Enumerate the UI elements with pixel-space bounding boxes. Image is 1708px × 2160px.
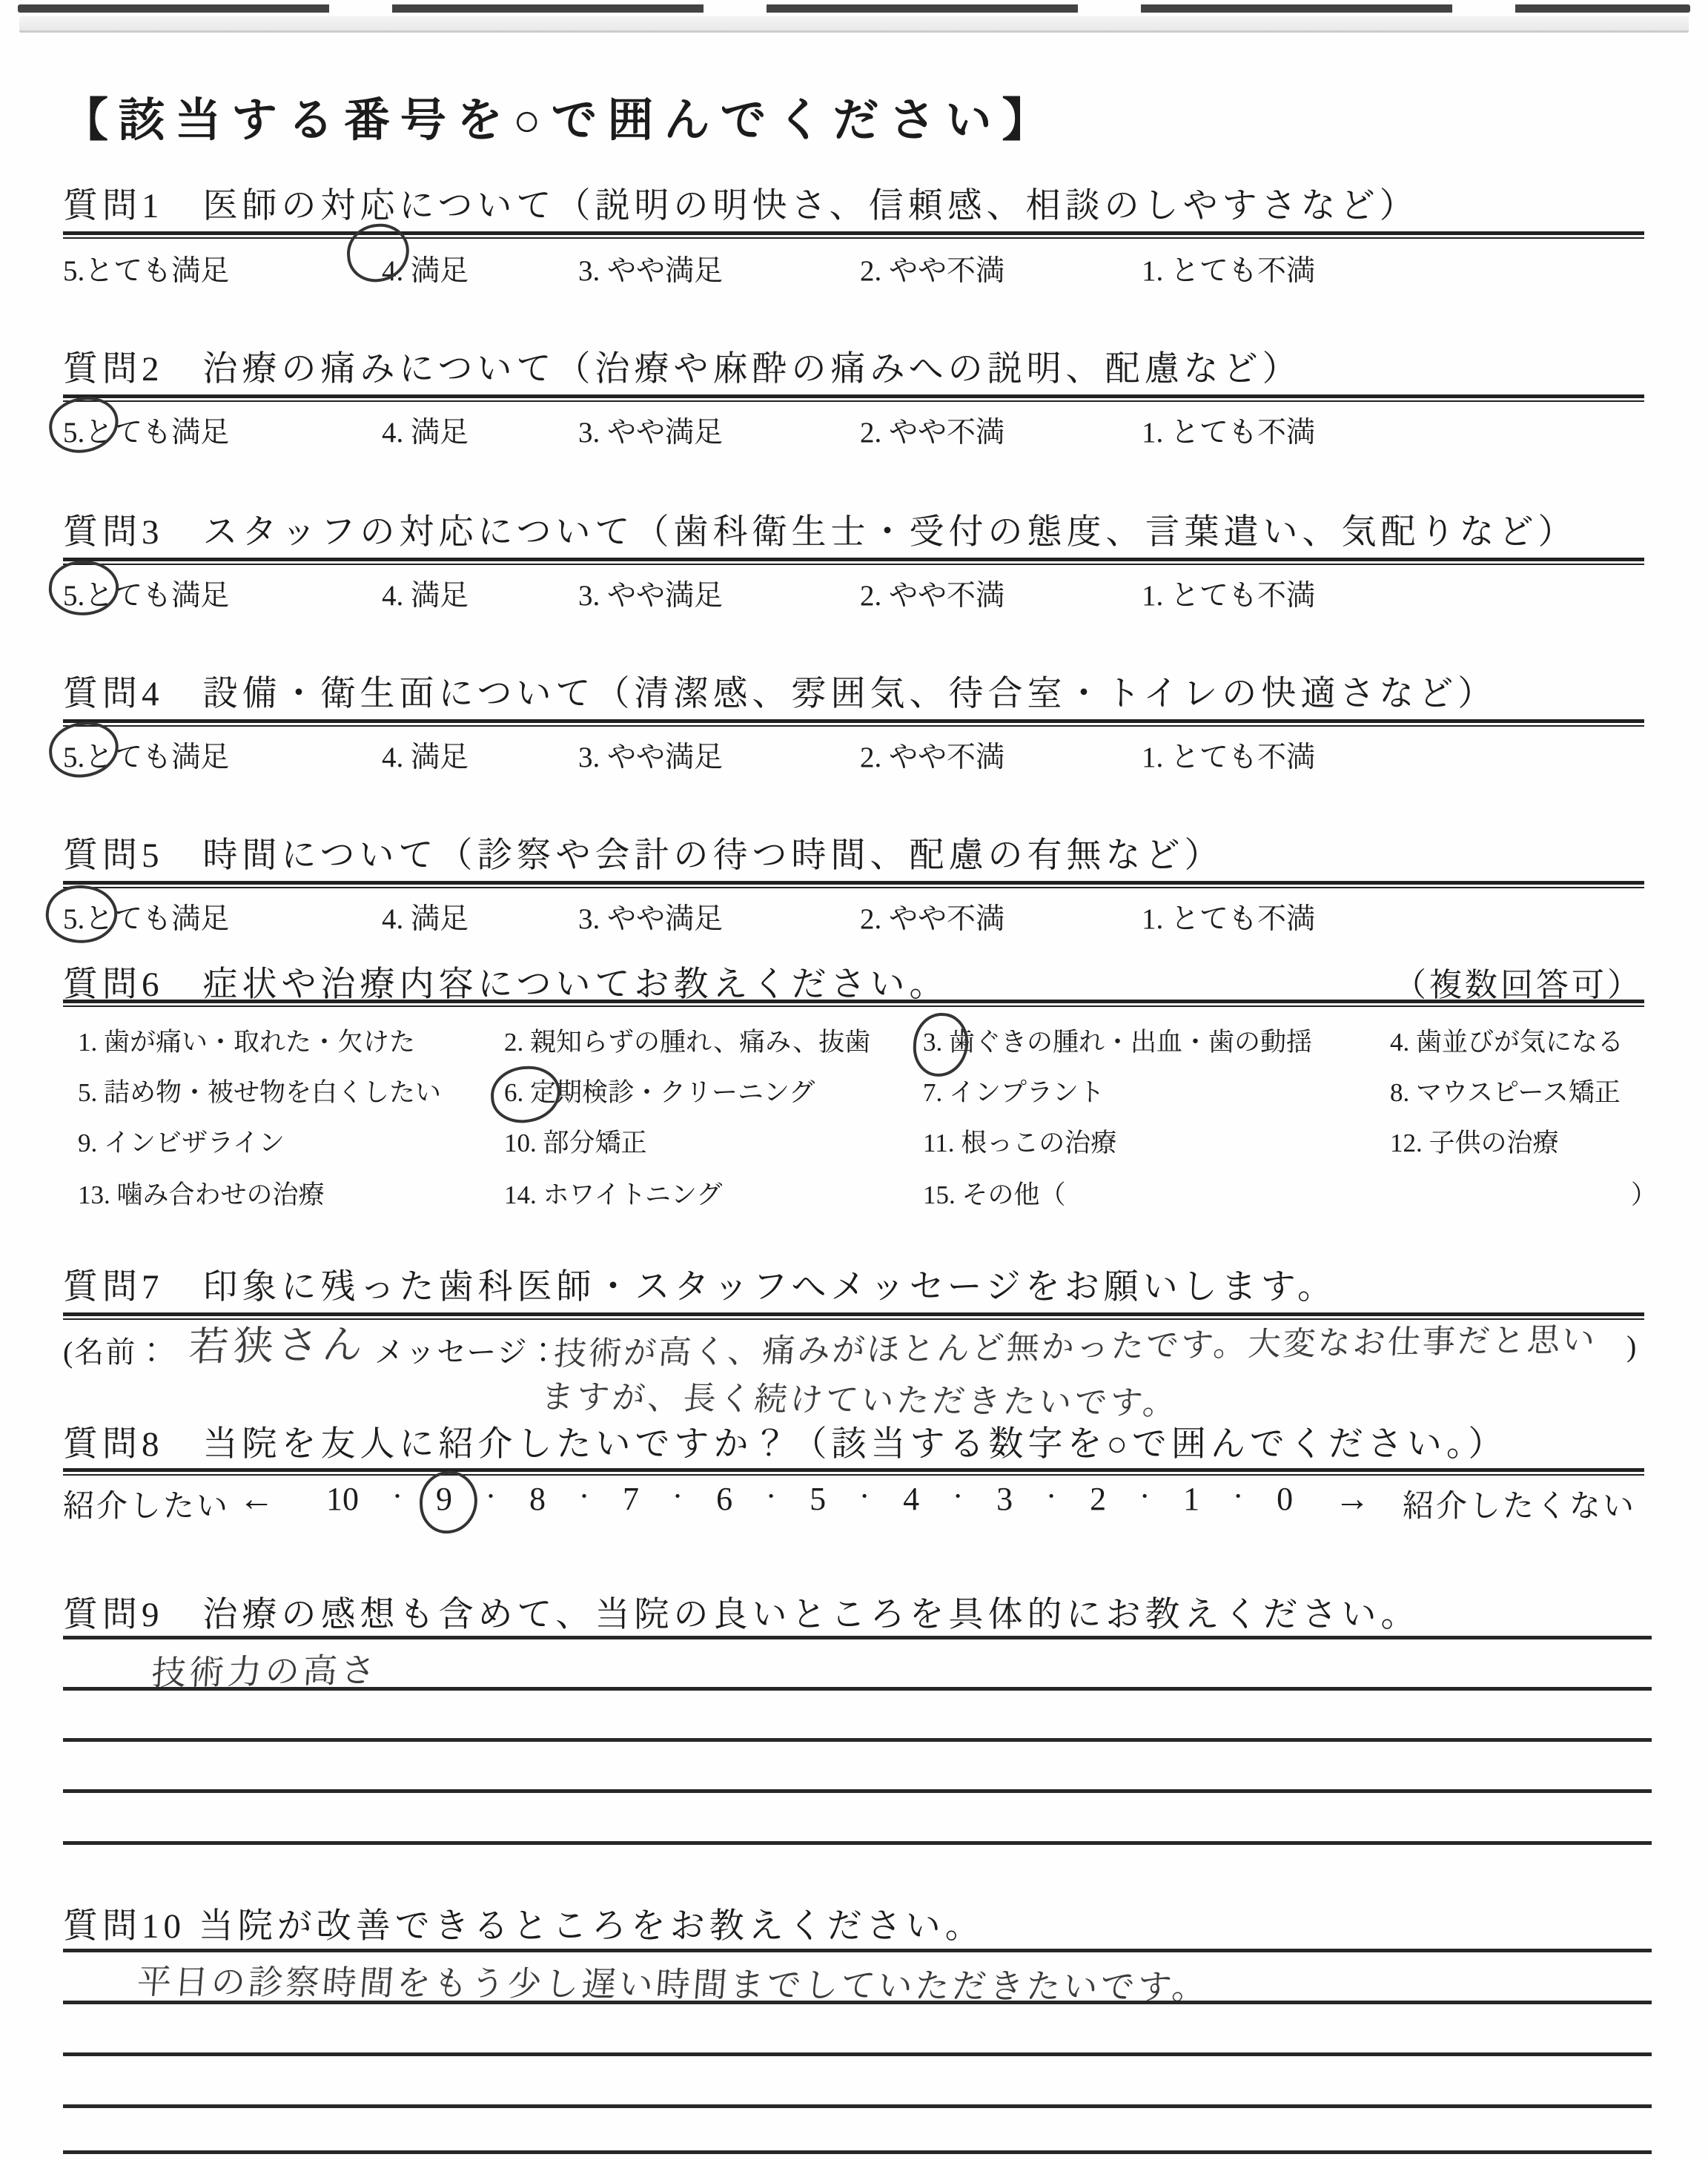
q1-option-3: 3. やや満足 <box>578 255 724 287</box>
q9-answer-line-3 <box>63 1738 1652 1742</box>
question-3-heading: 質問3 スタッフの対応について（歯科衛生士・受付の態度、言葉遣い、気配りなど） <box>63 513 1578 552</box>
q6-item-15-close-paren: ） <box>1631 1180 1658 1209</box>
q7-message-line2-handwritten: ますが、長く続けていただきたいです。 <box>539 1378 1181 1423</box>
q10-answer-line-2 <box>63 2001 1652 2004</box>
q2-option-4: 4. 満足 <box>382 417 469 449</box>
question-8-rule <box>63 1468 1644 1476</box>
q6-item-13: 13. 噛み合わせの治療 <box>78 1180 325 1209</box>
question-5-rule <box>63 881 1644 888</box>
q4-option-4: 4. 満足 <box>382 742 469 773</box>
q8-number-1: 1 <box>1183 1481 1200 1517</box>
q7-name-handwritten: 若狭さん <box>187 1321 368 1370</box>
q8-dot: ・ <box>761 1486 782 1509</box>
q9-answer-line-4 <box>63 1789 1652 1793</box>
question-5-heading: 質問5 時間について（診察や会計の待つ時間、配慮の有無など） <box>63 836 1224 875</box>
q6-item-7: 7. インプラント <box>923 1078 1105 1107</box>
q5-option-5: 5.とても満足 <box>63 903 230 935</box>
q6-item-1: 1. 歯が痛い・取れた・欠けた <box>78 1028 416 1057</box>
q3-option-2: 2. やや不満 <box>860 580 1005 612</box>
q2-option-3: 3. やや満足 <box>578 417 724 449</box>
q5-option-3: 3. やや満足 <box>578 903 724 935</box>
question-6-row-3 <box>63 1123 1664 1169</box>
q6-item-4: 4. 歯並びが気になる <box>1390 1028 1624 1057</box>
q1-option-1: 1. とても不満 <box>1142 255 1316 287</box>
q8-number-3: 3 <box>996 1481 1013 1517</box>
q8-number-4: 4 <box>903 1481 920 1517</box>
scan-artifact-band <box>19 16 1689 33</box>
q6-item-5: 5. 詰め物・被せ物を白くしたい <box>78 1078 442 1107</box>
question-2-options <box>63 409 1649 455</box>
q3-option-4: 4. 満足 <box>382 580 469 612</box>
q5-option-2: 2. やや不満 <box>860 903 1005 935</box>
question-2-heading: 質問2 治療の痛みについて（治療や麻酔の痛みへの説明、配慮など） <box>63 350 1302 389</box>
q8-right-label: 紹介したくない <box>1403 1490 1637 1524</box>
q8-dot: ・ <box>947 1486 969 1509</box>
scan-artifact-dashes <box>18 4 1690 13</box>
question-4-heading: 質問4 設備・衛生面について（清潔感、雰囲気、待合室・トイレの快適さなど） <box>63 675 1497 713</box>
question-9-heading: 質問9 治療の感想も含めて、当院の良いところを具体的にお教えください。 <box>63 1596 1420 1634</box>
q8-dot: ・ <box>1041 1486 1062 1509</box>
q6-item-10: 10. 部分矯正 <box>504 1129 647 1157</box>
q6-item-15: 15. その他（ <box>923 1180 1066 1209</box>
q8-left-arrow-icon: ← <box>239 1479 274 1519</box>
question-4-rule <box>63 719 1644 727</box>
q6-item-3: 3. 歯ぐきの腫れ・出血・歯の動揺 <box>923 1028 1313 1057</box>
question-4-options <box>63 734 1649 780</box>
q8-dot: ・ <box>854 1486 875 1509</box>
q9-answer-handwritten: 技術力の高さ <box>150 1649 380 1694</box>
q1-option-2: 2. やや不満 <box>860 255 1005 287</box>
question-6-row-2 <box>63 1072 1664 1118</box>
q2-option-5: 5.とても満足 <box>63 417 230 449</box>
q8-right-arrow-icon: → <box>1334 1479 1370 1519</box>
q8-number-6: 6 <box>716 1481 733 1517</box>
q4-option-2: 2. やや不満 <box>860 742 1005 773</box>
question-6-row-4 <box>63 1175 1664 1221</box>
question-3-rule <box>63 558 1644 565</box>
q6-item-2: 2. 親知らずの腫れ、痛み、抜歯 <box>504 1028 871 1057</box>
q4-option-3: 3. やや満足 <box>578 742 724 773</box>
q8-number-10: 10 <box>326 1481 359 1517</box>
q2-option-1: 1. とても不満 <box>1142 417 1316 449</box>
q7-message-label: メッセージ： <box>374 1335 560 1369</box>
q6-item-11: 11. 根っこの治療 <box>923 1129 1117 1157</box>
q2-option-2: 2. やや不満 <box>860 417 1005 449</box>
q3-option-3: 3. やや満足 <box>578 580 724 612</box>
q3-option-1: 1. とても不満 <box>1142 580 1316 612</box>
q10-answer-line-5 <box>63 2150 1652 2154</box>
q7-close-paren: ) <box>1626 1330 1638 1363</box>
q10-answer-line-4 <box>63 2104 1652 2108</box>
q7-name-label: (名前： <box>63 1335 168 1369</box>
q6-item-12: 12. 子供の治療 <box>1390 1129 1559 1157</box>
q9-answer-line-1 <box>63 1636 1652 1639</box>
question-6-row-1 <box>63 1022 1664 1068</box>
q8-dot: ・ <box>667 1486 689 1509</box>
question-1-rule <box>63 231 1644 239</box>
q1-option-4: 4. 満足 <box>382 255 469 287</box>
question-10-heading: 質問10 当院が改善できるところをお教えください。 <box>63 1907 984 1946</box>
q8-number-0: 0 <box>1277 1481 1294 1517</box>
page-title: 【該当する番号を○で囲んでください】 <box>62 96 1059 146</box>
question-5-options <box>63 896 1649 942</box>
q9-answer-line-2 <box>63 1687 1652 1691</box>
q10-answer-line-3 <box>63 2052 1652 2056</box>
question-1-options <box>63 248 1649 294</box>
q8-dot: ・ <box>1134 1486 1156 1509</box>
q8-number-8: 8 <box>529 1481 546 1517</box>
q8-dot: ・ <box>1228 1486 1249 1509</box>
question-7-heading: 質問7 印象に残った歯科医師・スタッフへメッセージをお願いします。 <box>63 1268 1337 1307</box>
question-8-heading: 質問8 当院を友人に紹介したいですか？（該当する数字を○で囲んでください。） <box>63 1425 1508 1464</box>
q9-answer-line-5 <box>63 1841 1652 1845</box>
question-6-heading: 質問6 症状や治療内容についてお教えください。 <box>63 965 949 1004</box>
question-6-note: （複数回答可） <box>1394 967 1643 1003</box>
q6-item-9: 9. インビザライン <box>78 1129 285 1157</box>
q8-number-9: 9 <box>436 1481 453 1517</box>
q6-item-14: 14. ホワイトニング <box>504 1180 723 1209</box>
q8-number-7: 7 <box>623 1481 640 1517</box>
q6-item-8: 8. マウスピース矯正 <box>1390 1078 1621 1107</box>
q8-number-5: 5 <box>810 1481 827 1517</box>
question-1-heading: 質問1 医師の対応について（説明の明快さ、信頼感、相談のしやすさなど） <box>63 187 1419 225</box>
q8-dot: ・ <box>574 1486 595 1509</box>
q1-option-5: 5.とても満足 <box>63 255 230 287</box>
q8-number-2: 2 <box>1090 1481 1107 1517</box>
q10-answer-handwritten: 平日の診察時間をもう少し遅い時間までしていただきたいです。 <box>136 1961 1211 2007</box>
q5-option-1: 1. とても不満 <box>1142 903 1316 935</box>
q7-message-line1-handwritten: 技術が高く、痛みがほとんど無かったです。大変なお仕事だと思い <box>552 1321 1598 1373</box>
q6-item-6: 6. 定期検診・クリーニング <box>504 1078 815 1107</box>
question-2-rule <box>63 394 1644 402</box>
q3-option-5: 5.とても満足 <box>63 580 230 612</box>
q4-option-5: 5.とても満足 <box>63 742 230 773</box>
q8-left-label: 紹介したい <box>63 1490 231 1524</box>
q4-option-1: 1. とても不満 <box>1142 742 1316 773</box>
question-3-options <box>63 572 1649 618</box>
q10-answer-line-1 <box>63 1949 1652 1952</box>
q5-option-4: 4. 満足 <box>382 903 469 935</box>
q8-dot: ・ <box>480 1486 502 1509</box>
q8-dot: ・ <box>387 1486 408 1509</box>
question-6-rule <box>63 1000 1644 1007</box>
